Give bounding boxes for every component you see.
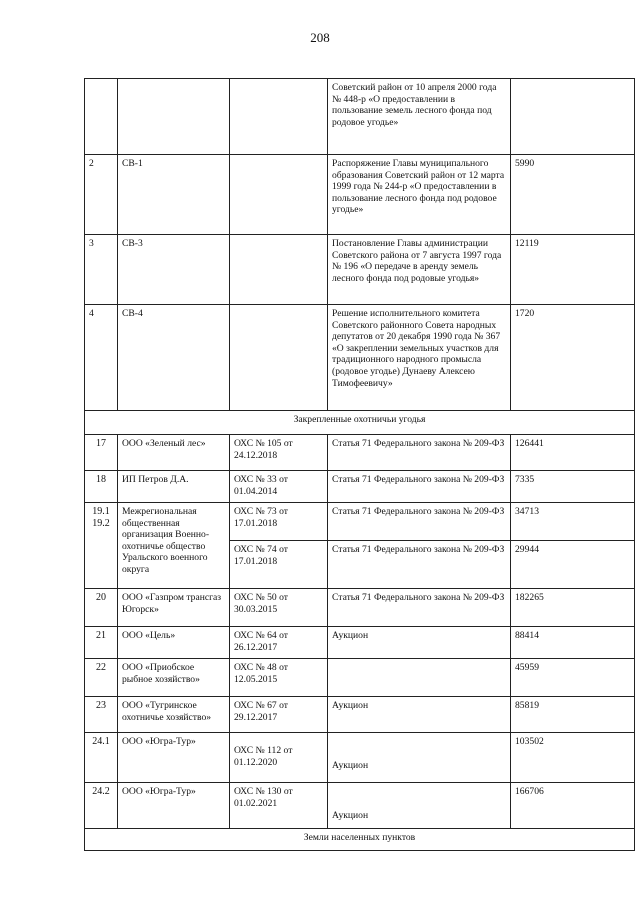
legal-basis: Решение исполнительного комитета Советского районного Совета народных депутатов от 20 декабря 1990 года № 367 «О закреплении земельных участков для традиционного народного промысла (родовое угодье) Дунаеву Алексею Тимофеевичу» (328, 305, 511, 411)
legal-basis: Аукцион (328, 783, 511, 829)
legal-basis: Советский район от 10 апреля 2000 года № 448-р «О предоставлении в пользование земель лесного фонда под родовое угодье» (328, 79, 511, 155)
document-ref: ОХС № 112 от 01.12.2020 (230, 733, 328, 783)
table-row (85, 503, 635, 541)
holder-name: СВ-4 (118, 305, 230, 411)
holder-name: ООО «Приобское рыбное хозяйство» (118, 659, 230, 697)
row-number: 24.2 (85, 783, 118, 829)
row-number: 18 (85, 471, 118, 503)
table-row (85, 155, 635, 235)
area-value (511, 79, 635, 155)
area-value: 34713 (511, 503, 635, 541)
legal-basis: Аукцион (328, 733, 511, 783)
table-row (85, 471, 635, 503)
area-value: 29944 (511, 541, 635, 589)
holder-name (118, 79, 230, 155)
area-value: 126441 (511, 435, 635, 471)
legal-basis: Статья 71 Федерального закона № 209-ФЗ (328, 589, 511, 627)
legal-basis: Постановление Главы администрации Советского района от 7 августа 1997 года № 196 «О передаче в аренду земель лесного фонда под родовые угодья» (328, 235, 511, 305)
row-number (85, 79, 118, 155)
table-row (85, 435, 635, 471)
holder-name: ООО «Зеленый лес» (118, 435, 230, 471)
holder-name: ООО «Югра-Тур» (118, 783, 230, 829)
table-row (85, 305, 635, 411)
legal-basis: Статья 71 Федерального закона № 209-ФЗ (328, 435, 511, 471)
area-value: 5990 (511, 155, 635, 235)
legal-basis: Статья 71 Федерального закона № 209-ФЗ (328, 503, 511, 541)
land-registry-table (84, 78, 635, 851)
row-number: 22 (85, 659, 118, 697)
table-row (85, 659, 635, 697)
row-number: 21 (85, 627, 118, 659)
holder-name: ООО «Югра-Тур» (118, 733, 230, 783)
legal-basis: Статья 71 Федерального закона № 209-ФЗ (328, 541, 511, 589)
table-row (85, 589, 635, 627)
holder-name: ООО «Цель» (118, 627, 230, 659)
area-value: 45959 (511, 659, 635, 697)
table-row (85, 697, 635, 733)
row-number: 19.2 (92, 517, 110, 529)
row-number: 23 (85, 697, 118, 733)
document-ref: ОХС № 48 от 12.05.2015 (230, 659, 328, 697)
holder-name: СВ-3 (118, 235, 230, 305)
table-row (85, 783, 635, 829)
document-ref: ОХС № 50 от 30.03.2015 (230, 589, 328, 627)
row-number: 4 (85, 305, 118, 411)
holder-name: Межрегиональная общественная организация Военно-охотничье общество Уральского военного округа (118, 503, 230, 589)
table-row (85, 733, 635, 783)
area-value: 12119 (511, 235, 635, 305)
legal-basis: Статья 71 Федерального закона № 209-ФЗ (328, 471, 511, 503)
area-value: 182265 (511, 589, 635, 627)
table-row (85, 235, 635, 305)
area-value: 103502 (511, 733, 635, 783)
area-value: 1720 (511, 305, 635, 411)
document-ref (230, 155, 328, 235)
section-title-settlements: Земли населенных пунктов (85, 829, 635, 851)
area-value: 166706 (511, 783, 635, 829)
row-number: 3 (85, 235, 118, 305)
table-row (85, 79, 635, 155)
row-number: 17 (85, 435, 118, 471)
row-number: 20 (85, 589, 118, 627)
legal-basis: Аукцион (328, 697, 511, 733)
holder-name: ИП Петров Д.А. (118, 471, 230, 503)
document-ref (230, 79, 328, 155)
document-ref: ОХС № 74 от 17.01.2018 (230, 541, 328, 589)
document-ref (230, 235, 328, 305)
document-ref: ОХС № 130 от 01.02.2021 (230, 783, 328, 829)
area-value: 88414 (511, 627, 635, 659)
row-number: 24.1 (85, 733, 118, 783)
row-number-group (85, 503, 118, 589)
area-value: 7335 (511, 471, 635, 503)
document-ref (230, 305, 328, 411)
table-row (85, 627, 635, 659)
legal-basis: Распоряжение Главы муниципального образования Советский район от 12 марта 1999 года № 244-р «О предоставлении в пользование лесного фонда под родовое угодье» (328, 155, 511, 235)
holder-name: ООО «Газпром трансгаз Югорск» (118, 589, 230, 627)
document-ref: ОХС № 33 от 01.04.2014 (230, 471, 328, 503)
section-row (85, 829, 635, 851)
holder-name: СВ-1 (118, 155, 230, 235)
holder-name: ООО «Тугринское охотничье хозяйство» (118, 697, 230, 733)
section-row (85, 411, 635, 435)
document-ref: ОХС № 105 от 24.12.2018 (230, 435, 328, 471)
area-value: 85819 (511, 697, 635, 733)
legal-basis (328, 659, 511, 697)
legal-basis: Аукцион (328, 627, 511, 659)
row-number: 19.1 (92, 506, 110, 517)
document-ref: ОХС № 67 от 29.12.2017 (230, 697, 328, 733)
document-ref: ОХС № 73 от 17.01.2018 (230, 503, 328, 541)
row-number: 2 (85, 155, 118, 235)
document-ref: ОХС № 64 от 26.12.2017 (230, 627, 328, 659)
section-title-hunting: Закрепленные охотничьи угодья (85, 411, 635, 435)
page-number: 208 (310, 30, 330, 45)
